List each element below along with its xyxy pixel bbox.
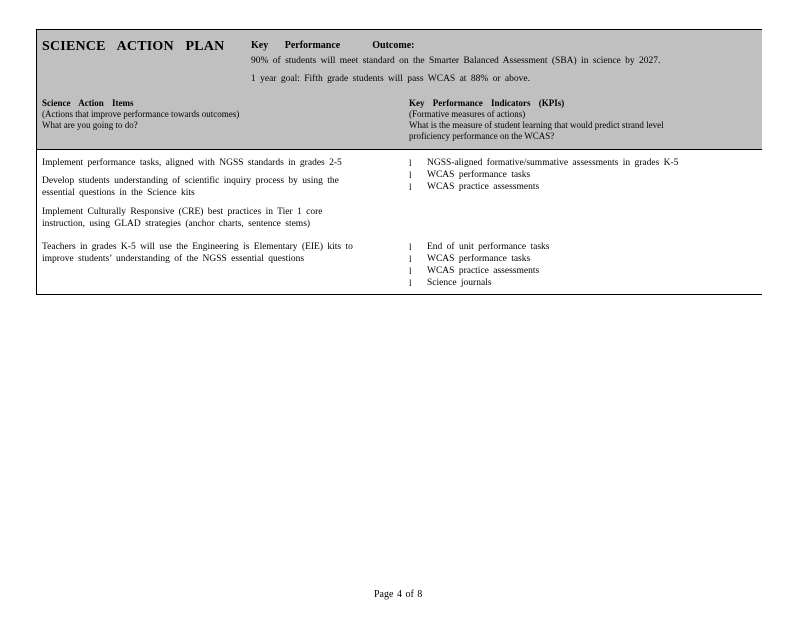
plan-header [37, 30, 762, 150]
action-item-line: Teachers in grades K-5 will use the Engineering is Elementary (EIE) kits to [42, 242, 353, 252]
kpi-item [409, 253, 550, 265]
kpi-list [409, 157, 678, 193]
page-number: Page 4 of 8 [374, 589, 423, 600]
kpi-text: Science journals [427, 278, 492, 288]
bullet-icon: l [409, 182, 412, 192]
kpi-text: WCAS practice assessments [427, 182, 540, 192]
kpi-item [409, 277, 550, 289]
kpi-heading: Key Performance Indicators (KPIs) [409, 98, 565, 108]
outcome-statement: 90% of students will meet standard on the Smarter Balanced Assessment (SBA) in science by 2027. [251, 56, 661, 66]
kpi-list [409, 241, 550, 289]
action-item-line: instruction, using GLAD strategies (anchor charts, sentence stems) [42, 219, 311, 229]
kpi-text: End of unit performance tasks [427, 242, 550, 252]
kpi-question-line-2: proficiency performance on the WCAS? [409, 131, 555, 141]
action-item-line: essential questions in the Science kits [42, 188, 195, 198]
bullet-icon: l [409, 254, 412, 264]
kpi-item [409, 169, 678, 181]
action-items-subtitle: (Actions that improve performance towards outcomes) [42, 109, 240, 119]
action-items-question: What are you going to do? [42, 120, 138, 130]
kpi-text: NGSS-aligned formative/summative assessments in grades K-5 [427, 158, 679, 168]
action-items-heading: Science Action Items [42, 98, 134, 108]
action-item-line: Implement Culturally Responsive (CRE) best practices in Tier 1 core [42, 207, 323, 217]
action-item [42, 206, 323, 230]
bullet-icon: l [409, 170, 412, 180]
bullet-icon: l [409, 158, 412, 168]
bullet-icon: l [409, 266, 412, 276]
one-year-goal: 1 year goal: Fifth grade students will pass WCAS at 88% or above. [251, 74, 530, 84]
action-item-line: Develop students understanding of scientific inquiry process by using the [42, 176, 339, 186]
action-plan-table [36, 29, 762, 295]
key-performance-outcome-label [251, 40, 414, 51]
kpo-label-part-1: Key Performance [251, 40, 341, 51]
kpi-item [409, 265, 550, 277]
action-item [42, 157, 342, 169]
kpo-label-part-2: Outcome: [372, 40, 415, 51]
kpi-item [409, 181, 678, 193]
kpi-text: WCAS performance tasks [427, 170, 531, 180]
kpi-text: WCAS performance tasks [427, 254, 531, 264]
action-item [42, 241, 353, 265]
action-item [42, 175, 339, 199]
action-item-line: Implement performance tasks, aligned with NGSS standards in grades 2-5 [42, 158, 342, 168]
bullet-icon: l [409, 278, 412, 288]
page-title: SCIENCE ACTION PLAN [42, 39, 225, 54]
kpi-question-line-1: What is the measure of student learning that would predict strand level [409, 120, 664, 130]
action-item-line: improve students’ understanding of the NGSS essential questions [42, 254, 305, 264]
bullet-icon: l [409, 242, 412, 252]
kpi-text: WCAS practice assessments [427, 266, 540, 276]
kpi-item [409, 241, 550, 253]
kpi-column-header [409, 98, 664, 142]
kpi-subtitle: (Formative measures of actions) [409, 109, 526, 119]
kpi-item [409, 157, 678, 169]
action-items-column-header [42, 98, 239, 131]
